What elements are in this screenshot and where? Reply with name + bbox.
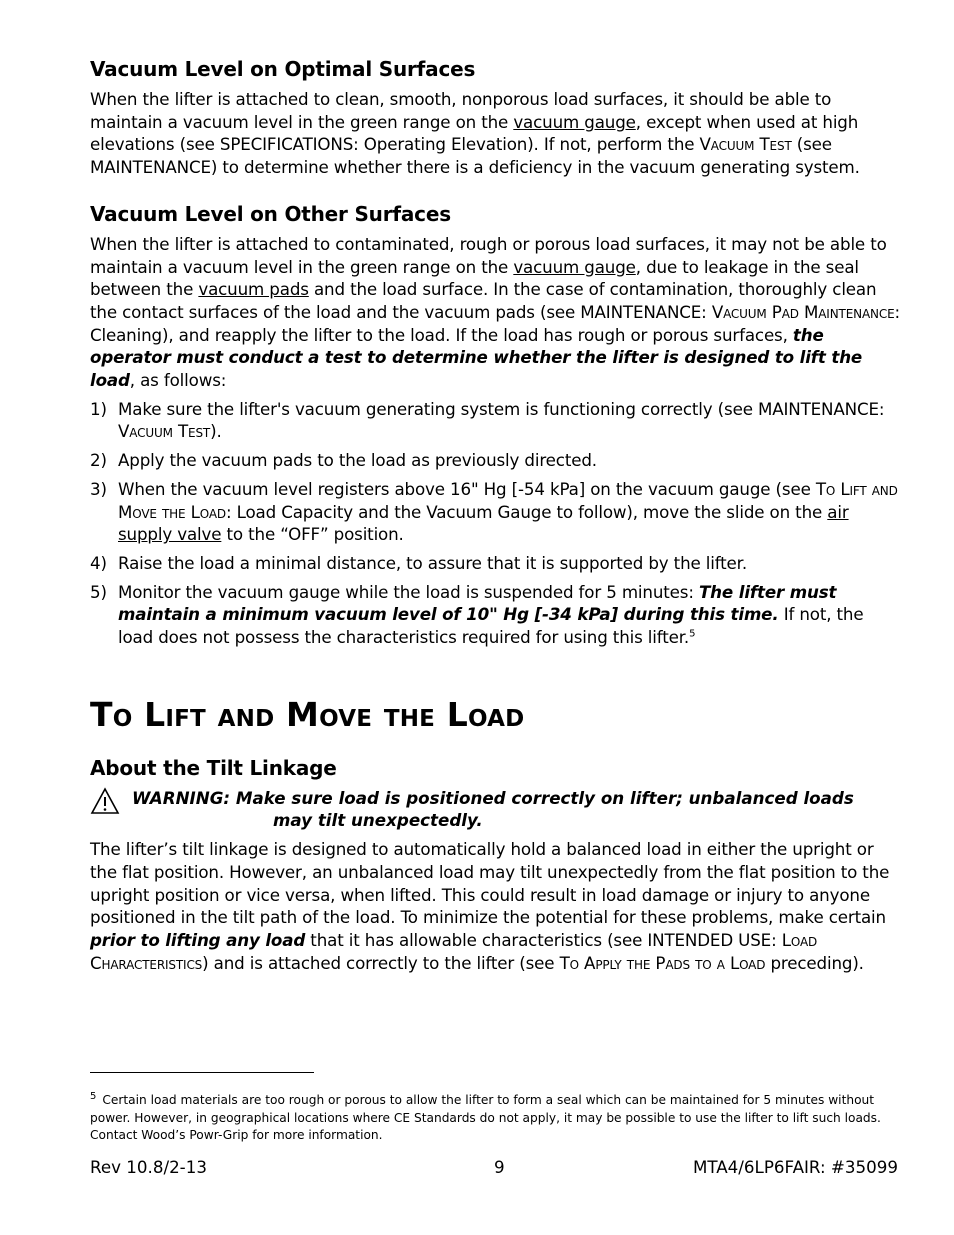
text-run: Apply the vacuum pads to the load as previously directed. — [118, 450, 597, 471]
text-run: , except when used at high elevations (see SPECIFICATIONS: Operating Elevation). If not, perform the — [90, 111, 859, 155]
heading-optimal-surfaces: Vacuum Level on Optimal Surfaces — [90, 57, 476, 81]
heading-other-surfaces: Vacuum Level on Other Surfaces — [90, 201, 451, 226]
model-number: MTA4/6LP6FAIR: #35099 — [692, 1157, 898, 1177]
vacuum-pads-link[interactable]: vacuum pads — [198, 279, 309, 300]
text-run: : Cleaning), and reapply the lifter to the load. If the load has rough or porous surfaces, — [90, 301, 900, 345]
smallcaps-reference: Load Characteristics — [90, 929, 818, 973]
list-item — [90, 398, 900, 443]
warning-text: WARNING: Make sure load is positioned correctly on lifter; unbalanced loads — [132, 787, 854, 808]
footnote-reference[interactable]: 5 — [689, 628, 696, 640]
text-run: The lifter’s tilt linkage is designed to automatically hold a balanced load in either the upright or the flat position. However, an unbalanced load may tilt unexpectedly from the flat position to the upright position or vice versa, when lifted. This could result in load damage or injury to anyone positioned in the tilt path of the load. To minimize the potential for these problems, make certain — [90, 839, 890, 928]
text-run: (see MAINTENANCE) to determine whether there is a deficiency in the vacuum generating system. — [90, 134, 860, 178]
step-number: 2) — [90, 450, 107, 471]
text-run: : Load Capacity and the Vacuum Gauge to follow), move the slide on the — [226, 501, 828, 522]
step-number: 5) — [90, 581, 107, 602]
step-number: 4) — [90, 552, 107, 573]
footnote — [90, 1088, 902, 1145]
text-run: and the load surface. In the case of contamination, thoroughly clean the contact surfaces of the load and the vacuum pads (see MAINTENANCE: — [90, 279, 877, 322]
warning-triangle-icon — [90, 787, 120, 815]
emphasis-text: the operator must conduct a test to determine whether the lifter is designed to lift the load — [90, 324, 863, 391]
heading-tilt-linkage: About the Tilt Linkage — [90, 755, 337, 780]
text-run: When the lifter is attached to clean, smooth, nonporous load surfaces, it should be able to maintain a vacuum level in the green range on the — [90, 89, 832, 132]
list-item — [90, 581, 900, 649]
document-page — [90, 56, 900, 974]
smallcaps-reference: To Lift and Move the Load — [118, 478, 898, 522]
list-item — [90, 478, 900, 546]
air-supply-valve-link[interactable]: air supply valve — [118, 501, 849, 545]
text-run: preceding). — [765, 952, 864, 973]
text-run: , due to leakage in the seal between the — [90, 256, 859, 300]
warning-text-continued: may tilt unexpectedly. — [273, 810, 483, 831]
emphasis-text: prior to lifting any load — [90, 929, 306, 950]
text-run: , as follows: — [129, 370, 227, 391]
text-run: Make sure the lifter's vacuum generating system is functioning correctly (see MAINTENANCE: — [118, 398, 885, 419]
list-item — [90, 552, 900, 575]
text-run: that it has allowable characteristics (see INTENDED USE: — [305, 929, 782, 950]
paragraph-other-surfaces — [90, 233, 900, 392]
text-run: When the lifter is attached to contaminated, rough or porous load surfaces, it may not be able to maintain a vacuum level in the green range on the — [90, 233, 887, 277]
step-number: 3) — [90, 478, 107, 499]
smallcaps-reference: Vacuum Pad Maintenance — [711, 301, 895, 322]
vacuum-gauge-link[interactable]: vacuum gauge — [513, 111, 636, 132]
text-run: ) and is attached correctly to the lifter (see — [202, 952, 560, 973]
text-run: When the vacuum level registers above 16" Hg [-54 kPa] on the vacuum gauge (see — [118, 478, 816, 499]
footnote-text: Certain load materials are too rough or porous to allow the lifter to form a seal which can be maintained for 5 minutes without power. However, in geographical locations where CE Standards do not apply, it may be possible to use the lifter to lift such loads. Contact Wood’s Powr-Grip for more information. — [90, 1093, 881, 1143]
smallcaps-reference: Vacuum Test — [118, 421, 211, 442]
text-run: Monitor the vacuum gauge while the load is suspended for 5 minutes: — [118, 581, 699, 602]
footnote-number: 5 — [90, 1091, 97, 1102]
step-number: 1) — [90, 398, 107, 419]
paragraph-tilt-linkage — [90, 838, 900, 974]
smallcaps-reference: Vacuum Test — [699, 134, 792, 155]
emphasis-text: The lifter must maintain a minimum vacuum level of 10" Hg [-34 kPa] during this time. — [118, 581, 837, 625]
paragraph-optimal-surfaces — [90, 88, 900, 179]
test-steps-list — [90, 398, 900, 649]
section-title: To Lift and Move the Load — [90, 694, 525, 734]
footnote-divider — [90, 1072, 314, 1073]
text-run: ). — [210, 421, 222, 442]
text-run: Raise the load a minimal distance, to assure that it is supported by the lifter. — [118, 552, 748, 573]
list-item — [90, 449, 900, 472]
text-run: to the “OFF” position. — [221, 524, 404, 545]
warning-block — [90, 787, 900, 832]
revision-label: Rev 10.8/2-13 — [90, 1157, 207, 1177]
smallcaps-reference: To Apply the Pads to a Load — [559, 952, 766, 973]
page-number: 9 — [494, 1157, 505, 1177]
text-run: If not, the load does not possess the characteristics required for using this lifter. — [118, 604, 864, 648]
vacuum-gauge-link[interactable]: vacuum gauge — [513, 256, 636, 277]
